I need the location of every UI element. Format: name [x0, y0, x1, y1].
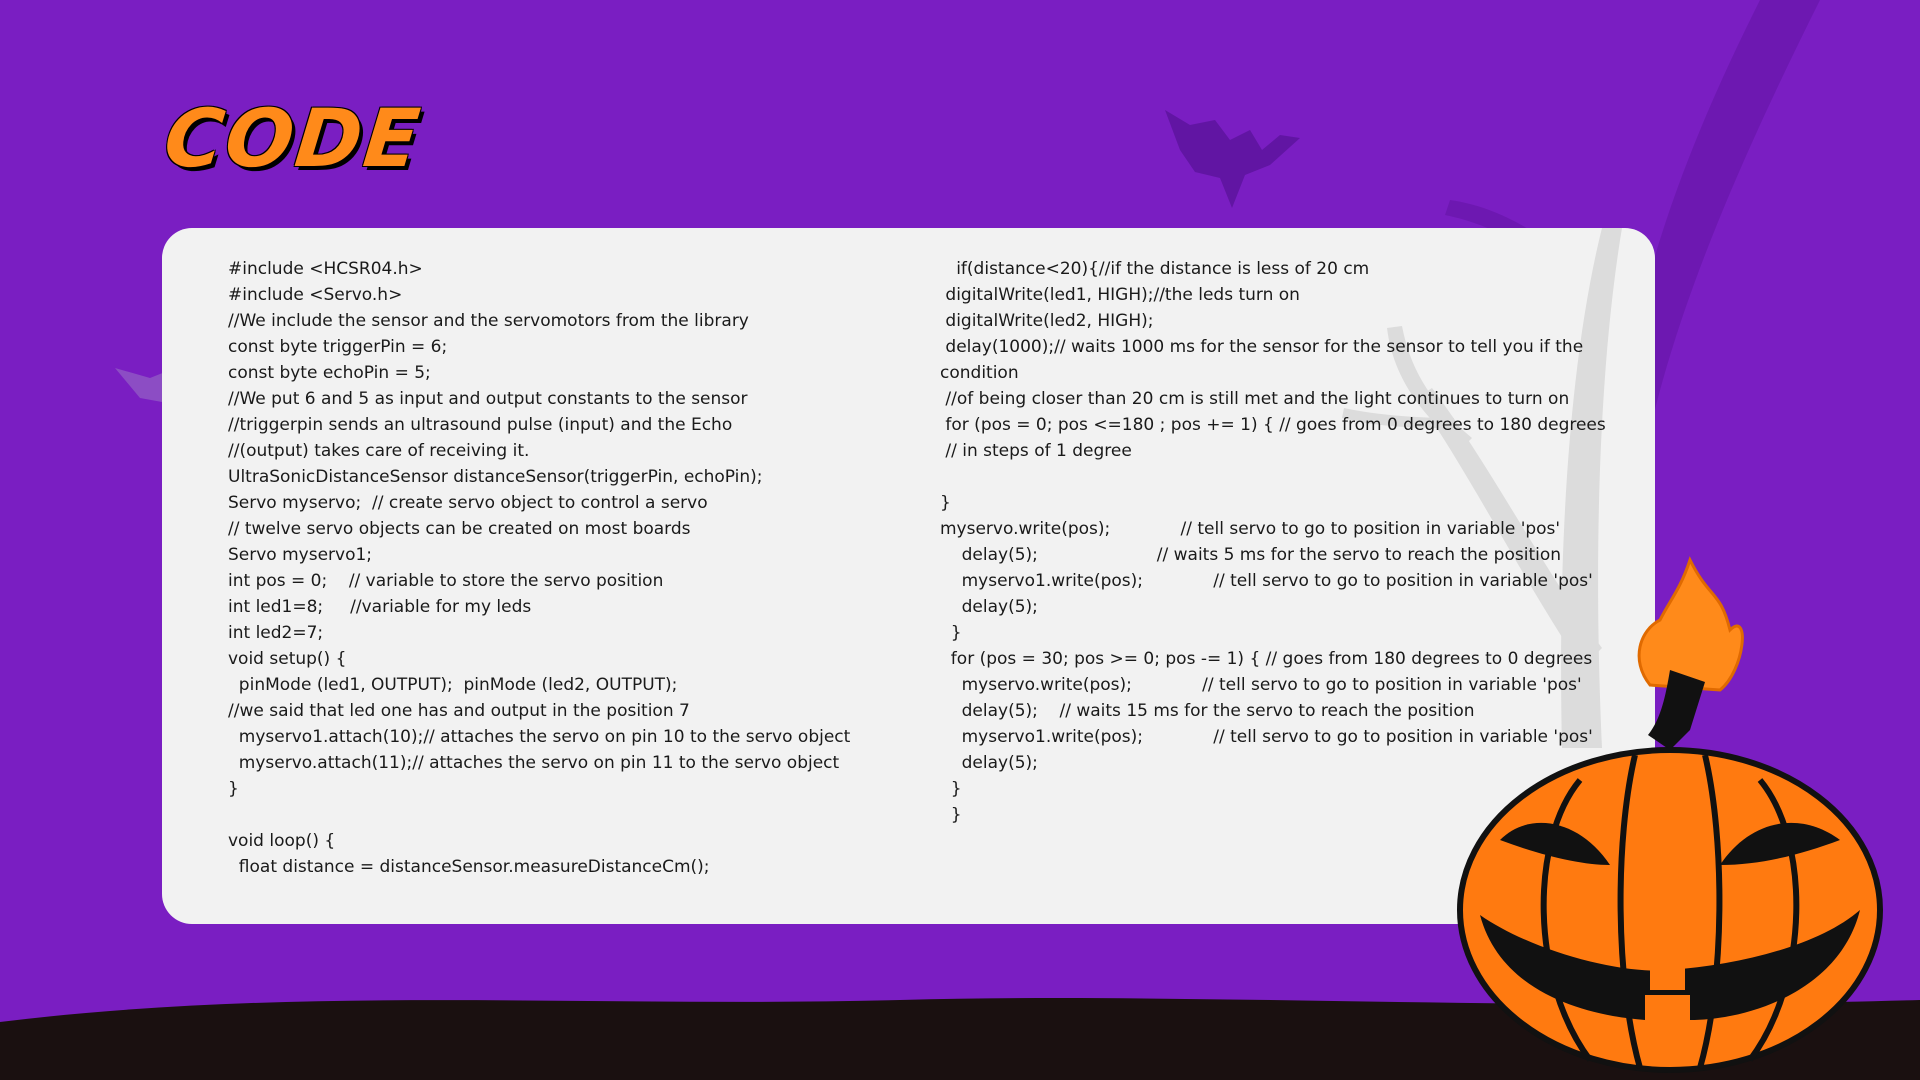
code-block-left: #include <HCSR04.h> #include <Servo.h> //We include the sensor and the servomotors from the library const byte triggerPin = 6; const byte echoPin = 5; //We put 6 and 5 as input and output constants to the sensor //triggerpin sends an ultrasound pulse (input) and the Echo //(output) takes care of receiving it. UltraSonicDistanceSensor distanceSensor(triggerPin, echoPin); Servo myservo; // create servo object to control a servo // twelve servo objects can be created on most boards Servo myservo1; int pos = 0; // variable to store the servo position int led1=8; //variable for my leds int led2=7; void setup() { pinMode (led1, OUTPUT); pinMode (led2, OUTPUT); //we said that led one has and output in the position 7 myservo1.attach(10);// attaches the servo on pin 10 to the servo object myservo.attach(11);// attaches the servo on pin 11 to the servo object } void loop() { float distance = distanceSensor.measureDistanceCm();: [228, 259, 851, 877]
pumpkin-icon: [1420, 520, 1920, 1080]
code-block-right: if(distance<20){//if the distance is less of 20 cm digitalWrite(led1, HIGH);//the leds turn on digitalWrite(led2, HIGH); delay(1000);// waits 1000 ms for the sensor for the sensor to tell you if the condition //of being closer than 20 cm is still met and the light continues to turn on for (pos = 0; pos <=180 ; pos += 1) { // goes from 0 degrees to 180 degrees // in steps of 1 degree } myservo.write(pos); // tell servo to go to position in variable 'pos' delay(5); // waits 5 ms for the servo to reach the position myservo1.write(pos); // tell servo to go to position in variable 'pos' delay(5); } for (pos = 30; pos >= 0; pos -= 1) { // goes from 180 degrees to 0 degrees myservo.write(pos); // tell servo to go to position in variable 'pos' delay(5); // waits 15 ms for the servo to reach the position myservo1.write(pos); // tell servo to go to position in variable 'pos' delay(5); } }: [940, 259, 1606, 825]
page-title: CODE: [160, 92, 426, 185]
bat-icon: [1165, 110, 1300, 208]
